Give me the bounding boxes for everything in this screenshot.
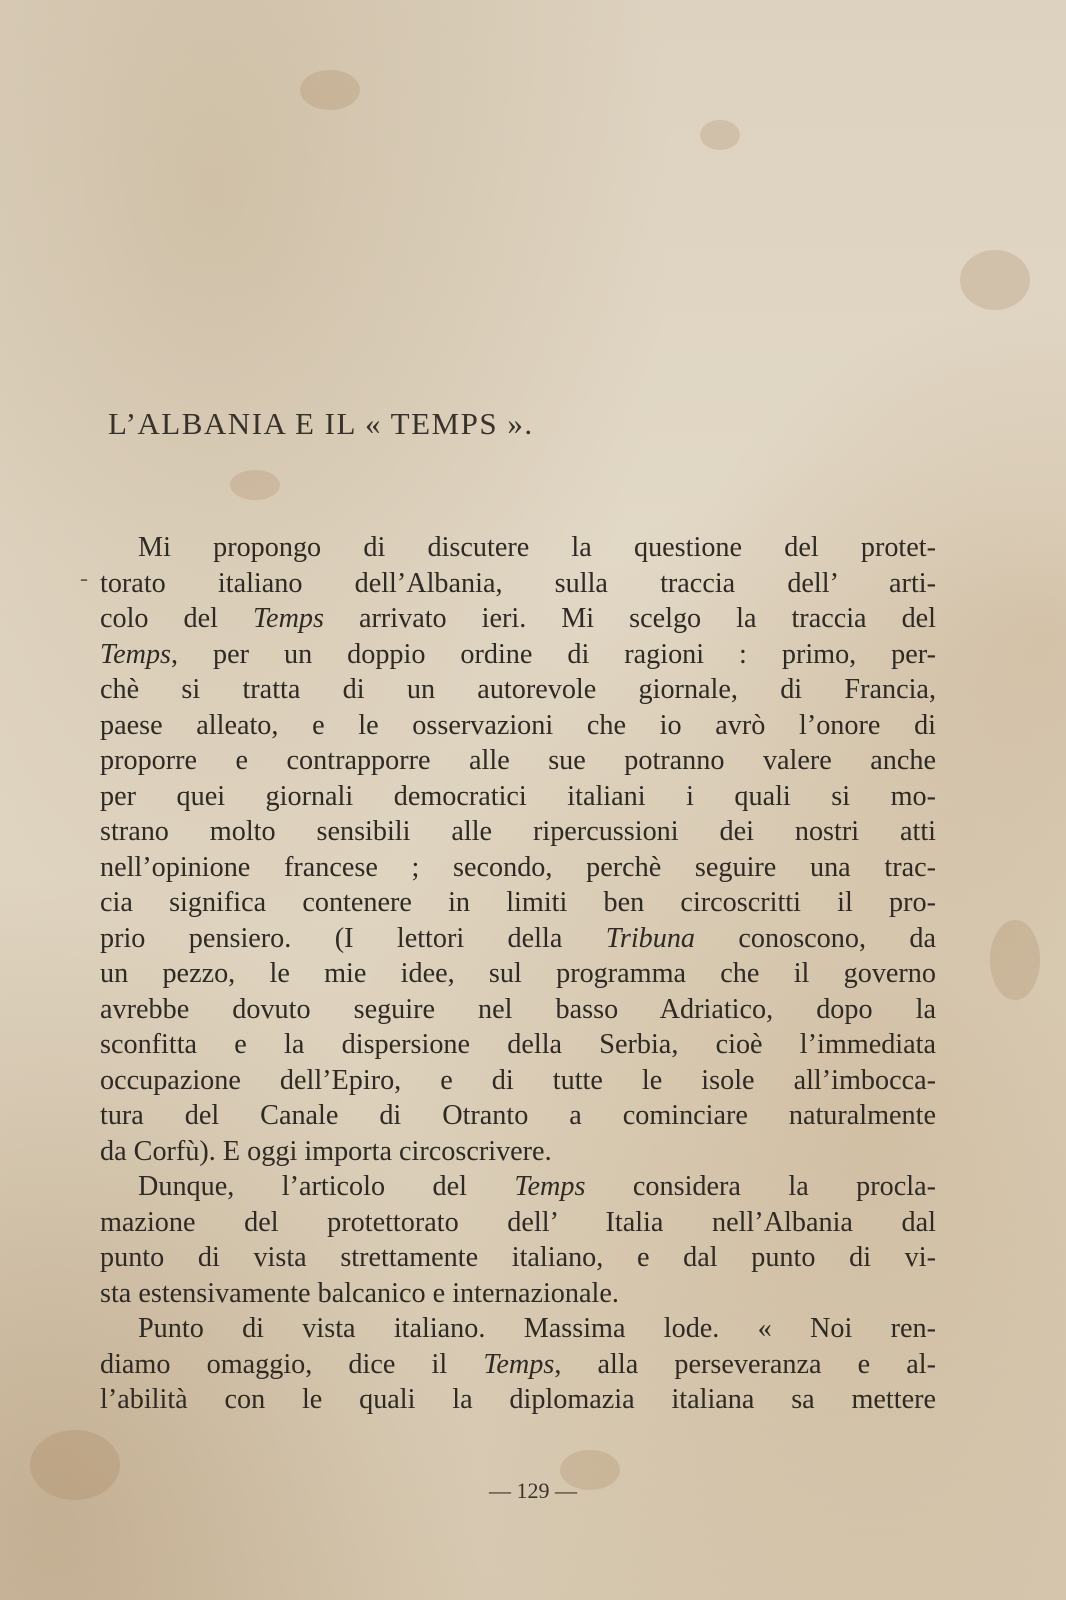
paper-stain (960, 250, 1030, 310)
text-line: nell’opinione francese ; secondo, perchè seguire una trac- (100, 851, 936, 883)
margin-mark: - (80, 566, 88, 592)
text-line: mazione del protettorato dell’ Italia nell’Albania dal (100, 1206, 936, 1238)
text-line: prio pensiero. (I lettori della Tribuna conoscono, da (100, 922, 937, 954)
text-line: chè si tratta di un autorevole giornale, di Francia, (100, 674, 936, 705)
text-line: Temps, per un doppio ordine di ragioni : primo, per- (100, 638, 936, 670)
text-line: punto di vista strettamente italiano, e dal punto di vi- (100, 1242, 936, 1273)
paper-stain (700, 120, 740, 150)
text-line: torato italiano dell’Albania, sulla traccia dell’ arti- (100, 567, 936, 599)
text-line: strano molto sensibili alle ripercussioni dei nostri atti (100, 816, 936, 847)
text-line: proporre e contrapporre alle sue potranno valere anche (100, 745, 936, 776)
text-line: Dunque, l’articolo del Temps considera la procla- (138, 1171, 936, 1202)
text-line: tura del Canale di Otranto a cominciare naturalmente (100, 1100, 936, 1131)
text-line: l’abilità con le quali la diplomazia italiana sa mettere (100, 1384, 936, 1415)
paper-stain (990, 920, 1040, 1000)
text-line: occupazione dell’Epiro, e di tutte le isole all’imbocca- (100, 1064, 936, 1096)
text-line: colo del Temps arrivato ieri. Mi scelgo la traccia del (100, 603, 937, 634)
body-text (100, 530, 936, 1418)
paper-stain (230, 470, 280, 500)
page-number: — 129 — (489, 1478, 577, 1503)
paragraph (100, 530, 936, 1169)
paper-stain (300, 70, 360, 110)
paragraph (100, 1311, 936, 1418)
text-line: Mi propongo di discutere la questione del protet- (138, 532, 936, 563)
text-line: da Corfù). E oggi importa circoscrivere. (100, 1135, 552, 1167)
text-line: per quei giornali democratici italiani i quali si mo- (100, 780, 936, 812)
text-line: cia significa contenere in limiti ben circoscritti il pro- (100, 887, 936, 918)
text-line: avrebbe dovuto seguire nel basso Adriatico, dopo la (100, 993, 936, 1025)
text-line: sta estensivamente balcanico e internazionale. (100, 1277, 619, 1309)
text-line: paese alleato, e le osservazioni che io avrò l’onore di (100, 709, 936, 741)
text-line: Punto di vista italiano. Massima lode. « Noi ren- (138, 1313, 936, 1344)
text-line: sconfitta e la dispersione della Serbia, cioè l’immediata (100, 1029, 936, 1060)
text-line: un pezzo, le mie idee, sul programma che il governo (100, 958, 936, 989)
chapter-heading: L’ALBANIA E IL « TEMPS ». (108, 406, 534, 441)
text-line: diamo omaggio, dice il Temps, alla perseveranza e al- (100, 1348, 936, 1380)
paragraph (100, 1169, 936, 1311)
